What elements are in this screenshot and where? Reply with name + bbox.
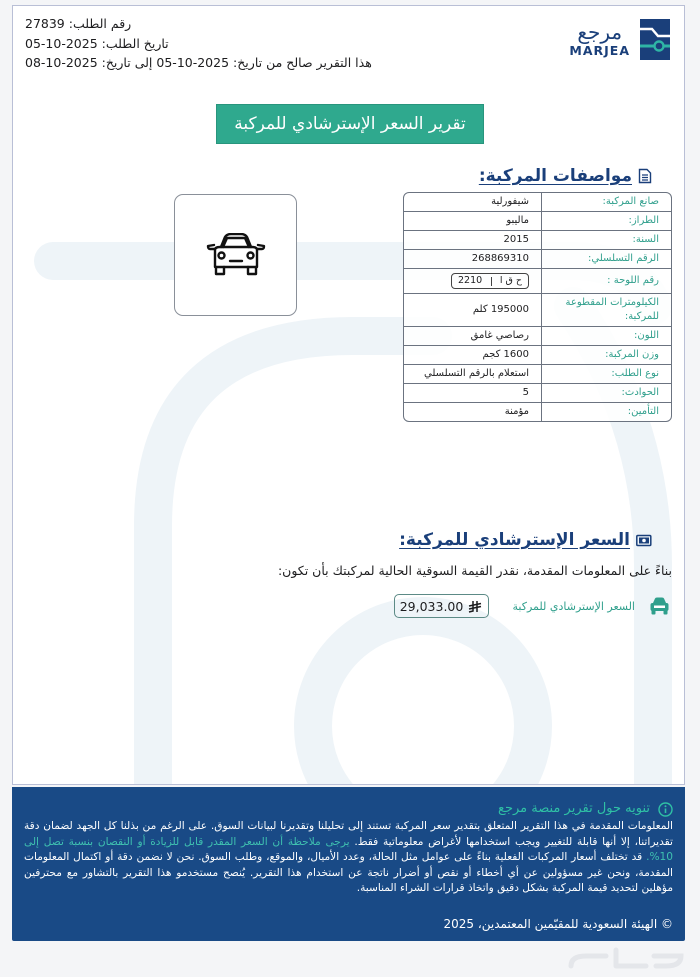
license-plate — [451, 273, 529, 289]
price-heading-text: السعر الإسترشادي للمركبة: — [399, 530, 630, 550]
report-page — [12, 5, 685, 785]
spec-value: ماليبو — [506, 215, 529, 226]
logo-english: MARJEA — [569, 43, 630, 58]
vehicle-specs-table — [403, 192, 672, 422]
haraj-watermark-logo — [566, 944, 686, 972]
request-date: 2025-10-05 — [25, 35, 98, 51]
copyright: © الهيئة السعودية للمقيّمين المعتمدين، 2025 — [443, 916, 673, 931]
car-icon — [206, 233, 266, 277]
vehicle-image — [174, 194, 297, 316]
info-icon — [658, 802, 673, 817]
spec-value: 1600 كجم — [482, 349, 529, 360]
spec-label: رقم اللوحة : — [541, 269, 671, 293]
disclaimer-title — [24, 801, 673, 817]
spec-label: السنة: — [541, 231, 671, 249]
spec-value: 5 — [522, 387, 529, 398]
request-number: 27839 — [25, 16, 65, 31]
spec-value: 2015 — [503, 234, 529, 245]
disclaimer-text-part2: قد تختلف أسعار المركبات الفعلية بناءً على عوامل مثل الحالة، وعدد الأميال، والموقع، وطلب السوق. نحن لا نضمن دقة أو اكتمال المعلومات المقدمة، ونحن غير مسؤولين عن أي أخطاء أو نقص أو أضرار ناتجة عن استخدام هذا التقرير. يُنصح مستخدمو هذا التقرير بالتشاور مع محترفين مؤهلين لتحديد قيمة المركبة بشكل دقيق واتخاذ قرارات الشراء المناسبة. — [24, 851, 673, 895]
spec-row-accidents — [404, 384, 671, 403]
specs-heading-text: مواصفات المركبة: — [478, 166, 632, 186]
price-amount: 29,033.00 — [399, 598, 464, 614]
document-icon — [638, 168, 652, 184]
suggested-price-value — [394, 594, 489, 618]
suggested-price-row — [394, 594, 670, 618]
report-header-info — [25, 14, 372, 73]
spec-row-weight — [404, 346, 671, 365]
request-number-line — [25, 14, 131, 34]
spec-row-mileage — [404, 294, 671, 327]
disclaimer-text-part1: المعلومات المقدمة في هذا التقرير المتعلق بتقدير سعر المركبة تستند إلى تحليلنا وتقديرنا لبيانات السوق. على الرغم من بذلنا كل الجهد لضمان دقة تقديراتنا، إلا أنها قابلة للتغيير ويجب استخدامها لأغراض معلوماتية فقط. — [24, 820, 673, 848]
validity-line — [25, 53, 372, 73]
riyal-icon — [468, 600, 482, 613]
spec-value: شيفورلية — [491, 196, 529, 207]
spec-label: صانع المركبة: — [541, 193, 671, 211]
logo-arabic: مرجع — [577, 20, 623, 44]
plate-divider — [491, 277, 492, 286]
marjea-logo-icon — [640, 19, 670, 60]
validity-label: هذا التقرير صالح من تاريخ: — [233, 55, 372, 70]
spec-value: مؤمنة — [504, 406, 529, 417]
spec-row-insurance — [404, 403, 671, 421]
car-front-icon — [649, 597, 670, 615]
spec-label: الطراز: — [541, 212, 671, 230]
spec-row-request-type — [404, 365, 671, 384]
spec-label: وزن المركبة: — [541, 346, 671, 364]
plate-number: 2210 — [458, 275, 483, 286]
spec-label: الرقم التسلسلي: — [541, 250, 671, 268]
disclaimer-title-text: تنويه حول تقرير منصة مرجع — [498, 801, 650, 816]
spec-row-manufacturer — [404, 193, 671, 212]
spec-label: اللون: — [541, 327, 671, 345]
spec-value: استعلام بالرقم التسلسلي — [424, 368, 529, 379]
spec-label: الحوادث: — [541, 384, 671, 402]
spec-label: نوع الطلب: — [541, 365, 671, 383]
spec-value: 268869310 — [471, 253, 529, 264]
price-heading — [399, 530, 652, 550]
spec-value: 195000 كلم — [472, 304, 529, 315]
spec-value: رصاصي غامق — [470, 330, 529, 341]
valid-to-label: إلى تاريخ: — [101, 55, 153, 70]
spec-row-year — [404, 231, 671, 250]
report-title: تقرير السعر الإسترشادي للمركبة — [216, 104, 484, 144]
spec-row-serial — [404, 250, 671, 269]
spec-label: التأمين: — [541, 403, 671, 421]
spec-row-model — [404, 212, 671, 231]
request-date-line — [25, 34, 169, 54]
plate-letters: ح ق ا — [499, 275, 522, 286]
marjea-logo — [569, 19, 670, 60]
specs-heading — [479, 166, 652, 186]
spec-label: الكيلومترات المقطوعة للمركبة: — [541, 294, 671, 326]
disclaimer-body — [24, 819, 673, 897]
price-intro: بناءً على المعلومات المقدمة، نقدر القيمة السوقية الحالية لمركبتك بأن تكون: — [277, 563, 672, 578]
suggested-price-label: السعر الإسترشادي للمركبة — [512, 599, 635, 613]
disclaimer-highlight: يرجى ملاحظة أن السعر المقدر قابل للزيادة أو النقصان بنسبة تصل إلى 10%. — [24, 835, 674, 864]
valid-to: 2025-10-08 — [25, 55, 98, 70]
request-date-label: تاريخ الطلب: — [101, 35, 169, 51]
spec-row-color — [404, 327, 671, 346]
valid-from: 2025-10-05 — [156, 55, 230, 70]
request-number-label: رقم الطلب: — [68, 16, 132, 31]
disclaimer-footer — [12, 787, 685, 941]
logo-text — [569, 21, 630, 58]
money-icon — [636, 534, 652, 547]
spec-value — [404, 271, 541, 291]
spec-row-plate — [404, 269, 671, 294]
